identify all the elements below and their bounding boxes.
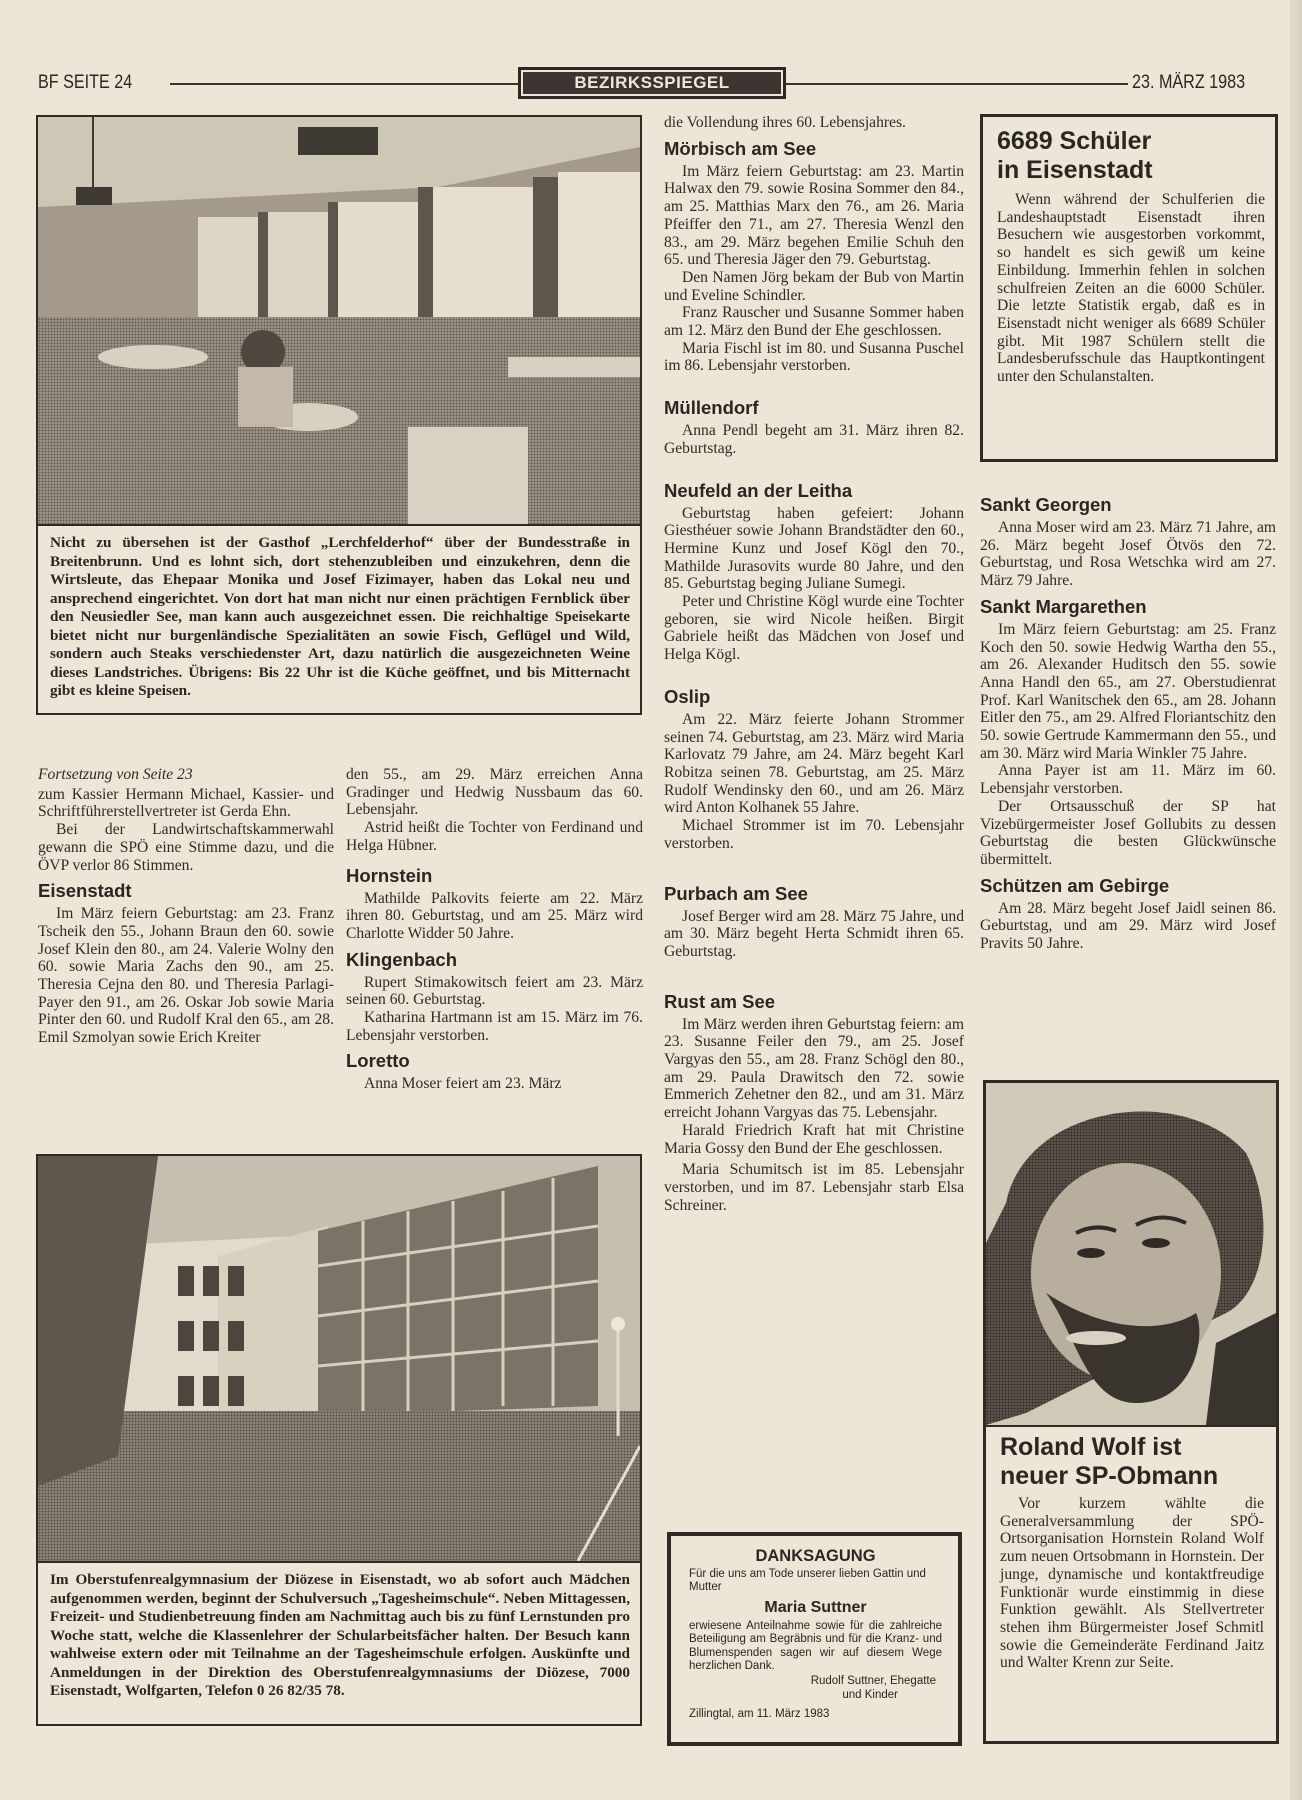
article-paragraph: Im März feiern Geburtstag: am 23. Martin Halwax den 79. sowie Rosina Sommer den 84., am 25. Matthias Marx den 76., am 26. Maria Pfeiffer den 71., am 27. Theresia Wenzl den 83., am 29. März begehen Emilie Schuh den 65. und Theresia Jäger den 79. Geburtstag.: [664, 162, 964, 269]
ad-body: erwiesene Anteilnahme sowie für die zahlreiche Beteiligung am Begräbnis und für die Kranz- und Blumenspenden sagen wir auf diesem Wege herzlichen Dank.: [689, 1619, 942, 1673]
wolf-article: [986, 1427, 1276, 1678]
column-2: [346, 766, 643, 1093]
article-paragraph: Wenn während der Schulferien die Landeshauptstadt Eisenstadt ihren Besuchern wie ausgestorben vorkommt, so handelt es sich gewiß um keine Einbildung. Immerhin fehlen in solchen schulfreien Zeiten an die 6000 Schüler. Die letzte Statistik ergab, daß es in Eisenstadt nicht weniger als 6689 Schüler gibt. Mit 1987 Schülern stellt die Landesberufsschule das Hauptkontingent unter den Schulanstalten.: [997, 191, 1265, 386]
article-paragraph: Harald Friedrich Kraft hat mit Christine Maria Gossy den Bund der Ehe geschlossen.: [664, 1121, 964, 1157]
headline-line-1: Roland Wolf ist: [1000, 1433, 1182, 1461]
heading-muellendorf: Müllendorf: [664, 397, 759, 419]
page-edge: [1290, 0, 1302, 1800]
page-number-label: BF SEITE 24: [38, 72, 133, 93]
ad-signature-2: und Kinder: [842, 1688, 898, 1701]
article-paragraph: Katharina Hartmann ist am 15. März im 76. Lebensjahr verstorben.: [346, 1009, 643, 1044]
gasthof-caption: Nicht zu übersehen ist der Gasthof „Lerchfelderhof“ über der Bundesstraße in Breitenbrunn. Und es lohnt sich, dort stehenzubleiben und einzukehren, denn die Wirtsleute, das Ehepaar Monika und Josef Fizimayer, haben das Lokal neu und ansprechend eingerichtet. Von dort hat man nicht nur einen prächtigen Fernblick über den Neusiedler See, man kann auch ausgezeichnet essen. Die reichhaltige Speisekarte bietet nicht nur burgenländische Spezialitäten an sowie Fisch, Geflügel und Wild, sondern auch Steaks verschiedenster Art, dazu natürlich die ausgezeichneten Weine dieses Landstriches. Übrigens: Bis 22 Uhr ist die Küche geöffnet, und bis Mitternacht gibt es kleine Speisen.: [50, 534, 630, 699]
article-paragraph: Im März feiern Geburtstag: am 23. Franz Tscheik den 55., Johann Braun den 60. sowie Josef Klein den 80., am 24. Valerie Wolny den 60. sowie Maria Zachs den 90., am 25. Theresia Cejna den 80. und Theresia Parlagi-Payer den 91., am 26. Oskar Job sowie Maria Pinter den 60. und Rudolf Kral den 65., am 28. Emil Szmolyan sowie Erich Kreiter: [38, 905, 334, 1047]
column-3: [664, 114, 964, 1214]
section-masthead: [518, 67, 786, 99]
article-paragraph: Maria Fischl ist im 80. und Susanna Puschel im 86. Lebensjahr verstorben.: [664, 339, 964, 375]
heading-neufeld: Neufeld an der Leitha: [664, 479, 853, 501]
continuation-note: Fortsetzung von Seite 23: [38, 766, 193, 783]
school-building-image-icon: [38, 1156, 640, 1561]
article-paragraph: Rupert Stimakowitsch feiert am 23. März seinen 60. Geburtstag.: [346, 973, 643, 1009]
article-paragraph: Maria Schumitsch ist im 85. Lebensjahr verstorben, und im 87. Lebensjahr starb Elsa Schreiner.: [664, 1161, 964, 1214]
article-paragraph: Am 22. März feierte Johann Strommer seinen 74. Geburtstag, am 23. März wird Maria Karlovatz 79 Jahre, am 24. März begeht Karl Robitza seinen 78. Geburtstag, am 25. März Rudolf Wendinsky den 60., und am 26. März wird Anton Kolhanek 55 Jahre.: [664, 710, 964, 817]
heading-rust: Rust am See: [664, 990, 776, 1012]
wolf-box: [983, 1080, 1279, 1744]
restaurant-interior-photo: [38, 117, 640, 526]
header-rule-left: [170, 83, 518, 85]
heading-sankt-margarethen: Sankt Margarethen: [980, 595, 1147, 617]
article-paragraph: Am 28. März begeht Josef Jaidl seinen 86. Geburtstag, und am 29. März wird Josef Pravits 50 Jahre.: [980, 899, 1276, 953]
article-paragraph: den 55., am 29. März erreichen Anna Gradinger und Hedwig Nussbaum das 60. Lebensjahr.: [346, 766, 643, 819]
article-paragraph: Anna Pendl begeht am 31. März ihren 82. Geburtstag.: [664, 422, 964, 457]
heading-oslip: Oslip: [664, 685, 711, 707]
article-paragraph: Geburtstag haben gefeiert: Johann Giesthéuer sowie Johann Brandstädter den 60., Hermine Kunz und Josef Kögl den 70., Mathilde Jurasovits wurde 80 Jahre, und den 85. Geburtstag beging Juliane Sumegi.: [664, 504, 964, 593]
article-paragraph: die Vollendung ihres 60. Lebensjahres.: [664, 114, 906, 131]
article-paragraph: Peter und Christine Kögl wurde eine Tochter geboren, sie wird Nicole heißen. Birgit Gabriele heißt das Mädchen von Josef und Helga Kögl.: [664, 593, 964, 664]
ad-deceased-name: Maria Suttner: [764, 1598, 867, 1616]
heading-eisenstadt: Eisenstadt: [38, 880, 132, 902]
ad-title: DANKSAGUNG: [755, 1547, 876, 1565]
article-paragraph: Den Namen Jörg bekam der Bub von Martin und Eveline Schindler.: [664, 268, 964, 304]
article-paragraph: Mathilde Palkovits feierte am 22. März ihren 80. Geburtstag, und am 25. März wird Charlotte Widder 50 Jahre.: [346, 889, 643, 942]
ad-signature: Rudolf Suttner, Ehegatte: [810, 1675, 936, 1688]
article-paragraph: Bei der Landwirtschaftskammerwahl gewann die SPÖ eine Stimme dazu, und die ÖVP verlor 86 Stimmen.: [38, 821, 334, 874]
issue-date: 23. MÄRZ 1983: [1132, 72, 1246, 93]
article-paragraph: Astrid heißt die Tochter von Ferdinand und Helga Hübner.: [346, 819, 643, 854]
article-paragraph: Im März werden ihren Geburtstag feiern: am 23. Susanne Feiler den 79., am 25. Josef Vargyas den 55., am 28. Franz Schögl den 80., am 29. Paula Drawitsch den 72. sowie Emmerich Zehetner den 82., und am 31. März erreicht Johann Vargyas das 75. Lebensjahr.: [664, 1015, 964, 1122]
article-paragraph: Franz Rauscher und Susanne Sommer haben am 12. März den Bund der Ehe geschlossen.: [664, 304, 964, 340]
portrait-roland-wolf-icon: [986, 1083, 1276, 1425]
heading-purbach: Purbach am See: [664, 882, 808, 904]
article-paragraph: Michael Strommer ist im 70. Lebensjahr verstorben.: [664, 817, 964, 852]
heading-hornstein: Hornstein: [346, 864, 433, 886]
column-1: [38, 766, 334, 1047]
column-4: [980, 494, 1276, 953]
article-paragraph: zum Kassier Hermann Michael, Kassier- und Schriftführerstellvertreter ist Gerda Ehn.: [38, 785, 334, 821]
article-paragraph: Der Ortsausschuß der SP hat Vizebürgermeister Josef Gollubits zu dessen Geburtstag die besten Glückwünsche übermittelt.: [980, 797, 1276, 868]
heading-schuetzen: Schützen am Gebirge: [980, 874, 1170, 896]
wolf-headline: [1000, 1433, 1264, 1491]
gymnasium-photo-box: [36, 1154, 642, 1726]
school-building-photo: [38, 1156, 640, 1563]
heading-moerbisch: Mörbisch am See: [664, 137, 817, 159]
article-paragraph: Vor kurzem wählte die Generalversammlung der SPÖ-Ortsorganisation Hornstein Roland Wolf zum neuen Ortsobmann in Hornstein. Der junge, dynamische und kontaktfreudige Funktionär wurde einstimmig in diese Funktion gewählt. Als Stellvertreter stehen ihm Bürgermeister Josef Schmitl sowie die Gemeinderäte Ferdinand Jaitz und Walter Krenn zur Seite.: [1000, 1495, 1264, 1672]
article-paragraph: Josef Berger wird am 28. März 75 Jahre, und am 30. März begeht Herta Schmidt ihren 65. Geburtstag.: [664, 907, 964, 960]
headline-line-2: neuer SP-Obmann: [1000, 1462, 1219, 1490]
heading-loretto: Loretto: [346, 1050, 410, 1072]
article-paragraph: Anna Moser wird am 23. März 71 Jahre, am 26. März begeht Josef Ötvös den 72. Geburtstag, und Rosa Wetschka wird am 27. März 79 Jahre.: [980, 519, 1276, 590]
schueler-headline: [997, 127, 1265, 185]
ad-intro: Für die uns am Tode unserer lieben Gattin und Mutter: [689, 1568, 926, 1594]
danksagung-ad: [667, 1532, 962, 1746]
heading-sankt-georgen: Sankt Georgen: [980, 494, 1112, 515]
article-paragraph: Anna Moser feiert am 23. März: [364, 1075, 562, 1093]
headline-line-1: 6689 Schüler: [997, 127, 1152, 155]
article-paragraph: Anna Payer ist am 11. März im 60. Lebensjahr verstorben.: [980, 762, 1276, 798]
header-rule-right: [786, 83, 1128, 85]
restaurant-interior-image-icon: [38, 117, 640, 524]
article-paragraph: Im März feiern Geburtstag: am 25. Franz Koch den 50. sowie Hedwig Wartha den 55., am 26. Alexander Huditsch den 55. sowie Anna Handl den 65., am 27. Oberstudienrat Prof. Karl Wanitschek den 65., am 28. Johann Eitler den 75., am 29. Alfred Floriantschitz den 50. sowie Gertrude Kammermann den 55., und am 30. März wird Maria Winkler 75 Jahre.: [980, 620, 1276, 762]
gasthof-photo-box: [36, 115, 642, 715]
schueler-box: [980, 114, 1278, 462]
gymnasium-caption: Im Oberstufenrealgymnasium der Diözese in Eisenstadt, wo ab sofort auch Mädchen aufgenommen werden, beginnt der Schulversuch „Tagesheimschule“. Neben Mittagessen, Freizeit- und Studienbetreuung finden am Nachmittag auch bis zu fünf Lernstunden pro Woche statt, welche die Klassenlehrer der Schularbeitsfächer halten. Der Besuch kann wahlweise extern oder mit Teilnahme an der Tagesheimschule erfolgen. Auskünfte und Anmeldungen in der Direktion des Oberstufenrealgymnasiums der Diözese, 7000 Eisenstadt, Wolfgarten, Telefon 0 26 82/35 78.: [50, 1571, 630, 1699]
section-title: BEZIRKSSPIEGEL: [523, 72, 781, 94]
headline-line-2: in Eisenstadt: [997, 156, 1153, 184]
portrait-photo: [986, 1083, 1276, 1427]
heading-klingenbach: Klingenbach: [346, 948, 458, 970]
ad-place-date: Zillingtal, am 11. März 1983: [689, 1708, 830, 1721]
